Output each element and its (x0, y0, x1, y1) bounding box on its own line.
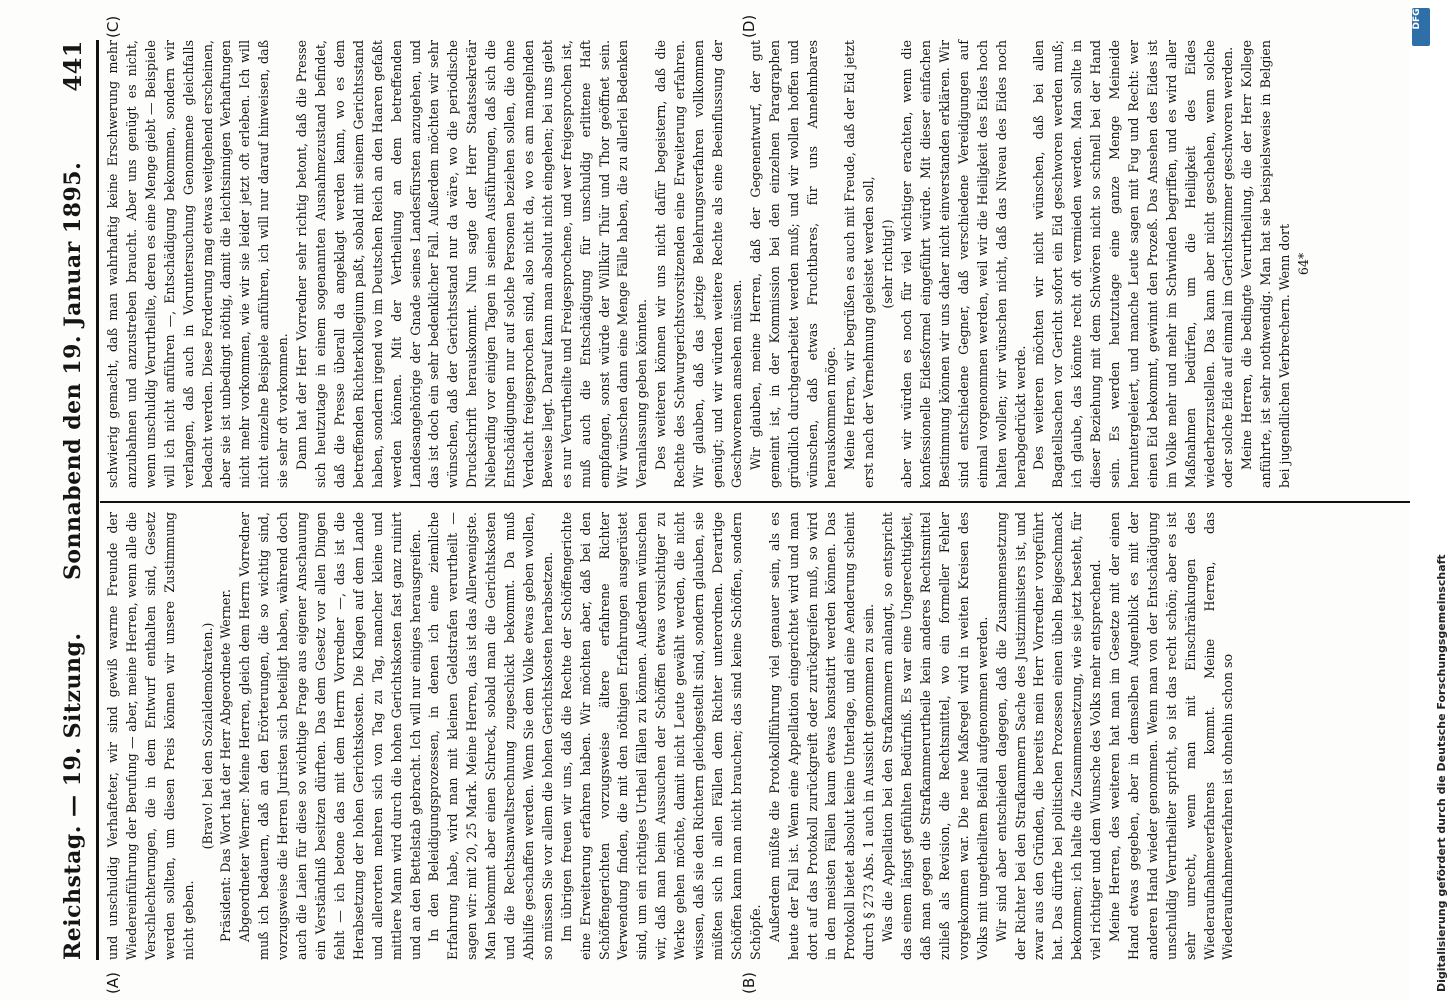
paragraph: Was die Appellation bei den Strafkammern anlangt, so entspricht das einem längst gefühlten Bedürfniß. Es war eine Ungerechtigkeit, daß man gegen die Strafkammerurtheile kein anderes Rechtsmittel zuließ als Revision, die Rechtsmittel, wo ein formeller Fehler vorgekommen war. Die neue Maßregel wird in weiten Kreisen des Volks mit ungetheiltem Beifall aufgenommen werden. (880, 512, 990, 960)
right-column (104, 40, 1314, 488)
paragraph: Wir glauben, meine Herren, daß der Gegenentwurf, der gut gemeint ist, in der Kommission bei den einzelnen Paragraphen gründlich durchgearbeitet werden muß; und wir wollen hoffen und wünschen, daß etwas Fruchtbares, für uns Annehmbares herauskommen möge. (747, 40, 839, 488)
column-divider (100, 501, 1430, 503)
paragraph: Meine Herren, des weiteren hat man im Gesetze mit der einen Hand etwas gegeben, aber in demselben Augenblick es mit der anderen Hand wieder genommen. Wenn man von der Entschädigung unschuldig Verurtheilter spricht, so ist das recht schön; aber es ist sehr unrecht, wenn man mit Einschränkungen des Wiederaufnahmeverfahrens kommt. Meine Herren, das Wiederaufnahmeverfahren ist ohnehin schon so (1107, 512, 1236, 960)
margin-mark-b: (B) (740, 972, 758, 994)
digitization-credit: Digitalisierung gefördert durch die Deutsche Forschungsgemeinschaft (1435, 554, 1448, 992)
paragraph: Meine Herren, die bedingte Verurtheilung, die der Herr Kollege anführte, ist sehr nothwendig. Man hat sie beispielsweise in Belgien bei jugendlichen Verbrechern. Wenn dort (1239, 40, 1293, 488)
paragraph: Des weiteren können wir uns nicht dafür begeistern, daß die Rechte des Schwurgerichtsvorsitzenden eine Erweiterung erfahren. Wir glauben, daß das jetzige Belehrungsverfahren vollkommen genügt; und wir würden weitere Rechte als eine Beeinflussung der Geschworenen ansehen müssen. (653, 40, 744, 488)
paragraph: Wir sind aber entschieden dagegen, daß die Zusammensetzung der Richter bei den Strafkammern Sache des Justizministers ist, und zwar aus den Gründen, die bereits mein Herr Vorredner vorgeführt hat. Das dürfte bei politischen Prozessen einen übeln Beigeschmack bekommen; ich halte die Zusammensetzung, wie sie jetzt besteht, für viel richtiger und dem Wunsche des Volks mehr entsprechend. (993, 512, 1104, 960)
paragraph: Im übrigen freuen wir uns, daß die Rechte der Schöffengerichte eine Erweiterung erfahren haben. Wir möchten aber, daß bei den Schöffengerichten vorzugsweise ältere erfahrene Richter Verwendung finden, die mit den nöthigen Erfahrungen ausgerüstet sind, um ein richtiges Urtheil fällen zu können. Außerdem wünschen wir, daß man beim Aussuchen der Schöffen etwas vorsichtiger zu Werke gehen möchte, damit nicht Leute gewählt werden, die nicht wissen, daß sie den Richtern gleichgestellt sind, sondern glauben, sie müßten sich in allen Fällen dem Richter unterordnen. Derartige Schöffen kann man nicht brauchen; das sind keine Schöffen, sondern Schöpfe. (558, 512, 763, 960)
dfg-logo-text: DFG (1412, 8, 1422, 30)
paragraph: schwierig gemacht, daß man wahrhaftig keine Erschwerung mehr anzubahnen und anzustreben braucht. Aber uns genügt es nicht, wenn unschuldig Verurtheilte, deren es eine Menge giebt — Beispiele will ich nicht anführen —, Entschädigung bekommen, sondern wir verlangen, daß auch in Voruntersuchung Genommene gleichfalls bedacht werden. Diese Forderung mag etwas weitgehend erscheinen, aber sie ist unbedingt nöthig, damit die leichtsinnigen Verhaftungen nicht mehr vorkommen, wie wir sie leider jetzt oft erleben. Ich will nicht einzelne Beispiele anführen, ich will nur darauf hinweisen, daß sie sehr oft vorkommen. (105, 40, 291, 488)
paragraph: aber wir würden es noch für viel wichtiger erachten, wenn die konfessionelle Eidesformel eingeführt würde. Mit dieser einfachen Bestimmung können wir uns daher nicht einverstanden erklären. Wir sind entschiedene Gegner, daß verschiedene Vereidigungen auf einmal vorgenommen werden, weil wir die Heiligkeit des Eides hoch halten wollen; wir wünschen nicht, daß das Niveau des Eides noch herabgedrückt werde. (899, 40, 1028, 488)
margin-mark-a: (A) (104, 972, 122, 994)
left-column (104, 512, 1238, 960)
page-header (52, 40, 92, 960)
header-date: Sonnabend den 19. Januar 1895. (60, 161, 86, 580)
speaker-paragraph: Abgeordneter Werner: Meine Herren, gleich dem Herrn Vorredner muß ich bedauern, daß an den Erörterungen, die so wichtig sind, vorzugsweise die Herren Juristen sich beteiligt haben, während doch auch die Laien für diese so wichtige Frage aus eigener Anschauung ein Verständniß besitzen dürften. Das dem Gesetz vor allen Dingen fehlt — ich betone das mit dem Herrn Vorredner —, das ist die Herabsetzung der hohen Gerichtskosten. Die Klagen auf dem Lande und allerorten mehren sich von Tag zu Tag, mancher kleine und mittlere Mann wird durch die hohen Gerichtskosten fast ganz ruinirt und an den Bettelstab gebracht. Ich will nur einiges herausgreifen. (237, 512, 423, 960)
page-number: 441 (58, 40, 87, 92)
paragraph: Dann hat der Herr Vorredner sehr richtig betont, daß die Presse sich heutzutage in einem sogenannten Ausnahmezustand befindet, daß die Presse überall da angeklagt werden kann, wo es dem betreffenden Richterkollegium paßt, sobald mit seinem Gerichtsstand haben, sondern irgend wo im Deutschen Reich an den Haaren gefaßt werden können. Mit der Vertheilung an dem betreffenden Landesangehörige der Gnade seines Landesfürsten anzugehen, und das ist doch ein sehr bedenklicher Fall. Außerdem möchten wir sehr wünschen, daß der Gerichtsstand nur da wäre, wo die periodische Druckschrift herauskommt. Nun sagte der Herr Staatssekretär Nieberding vor einigen Tagen in seinen Ausführungen, daß sich die Entschädigungen nur auf solche Personen beziehen sollen, die ohne Verdacht freigesprochen sind, also nicht da, wo es am mangelnden Beweise liegt. Darauf kann man absolut nicht eingehen; bei uns giebt es nur Verurtheilte und Freigesprochene, und wer freigesprochen ist, muß auch die Entschädigung für unschuldig erlittene Haft empfangen, sonst würde der Willkür Thür und Thor geöffnet sein. Wir wünschen dann eine Menge Fälle haben, die zu allerlei Bedenken Veranlassung geben könnten. (294, 40, 650, 488)
speaker-paragraph: Präsident: Das Wort hat der Herr Abgeordnete Werner. (218, 589, 234, 942)
margin-mark-c: (C) (104, 15, 122, 38)
credit-stripe (1410, 0, 1432, 1000)
margin-mark-d: (D) (740, 14, 758, 38)
paragraph: Des weiteren möchten wir nicht wünschen, daß bei allen Bagatellsachen vor Gericht sofort ein Eid geschworen werden muß; ich glaube, das könnte recht oft vermieden werden. Man sollte in dieser Beziehung mit dem Schwören nicht so schnell bei der Hand sein. Es werden heutzutage eine ganze Menge Meineide heruntergeleiert, und manche Leute sagen mit Fug und Recht: wer einen Eid bekommt, gewinnt den Prozeß. Das Ansehen des Eides ist im Volke mehr und mehr im Schwinden begriffen, und es wird aller Maßnahmen bedürfen, um die Heiligkeit des Eides wiederherzustellen. Das kann aber nicht geschehen, wenn solche oder solche Eide auf einmal im Gerichtszimmer geschworen werden. (1031, 40, 1236, 488)
signature-mark: 64* (1296, 252, 1312, 276)
paragraph: und unschuldig Verhafteter, wir sind gewiß warme Freunde der Wiedereinführung der Berufung — aber, meine Herren, wenn alle die Verschlechterungen, die in dem Entwurf enthalten sind, Gesetz werden sollten, um diesen Preis können wir unsere Zustimmung nicht geben. (105, 512, 196, 960)
header-left: Reichstag. — 19. Sitzung. (60, 632, 86, 960)
interjection: (Bravo! bei den Sozialdemokraten.) (199, 622, 215, 850)
paragraph: Meine Herren, wir begrüßen es auch mit Freude, daß der Eid jetzt erst nach der Vernehmung geleistet werden soll, (842, 40, 877, 488)
dfg-logo (1412, 8, 1430, 46)
paragraph: In den Beleidigungsprozessen, in denen ich eine ziemliche Erfahrung habe, wird man mit kleinen Geldstrafen verurtheilt — sagen wir: mit 20, 25 Mark. Meine Herren, das ist das Allerwenigste. Man bekommt aber einen Schreck, sobald man die Gerichtskosten und die Rechtsanwaltsrechnung zugeschickt bekommt. Da muß Abhilfe geschaffen werden. Wenn Sie dem Volke etwas geben wollen, so müssen Sie vor allem die hohen Gerichtskosten herabsetzen. (426, 512, 555, 960)
paragraph: Außerdem müßte die Protokollführung viel genauer sein, als es heute der Fall ist. Wenn eine Appellation eingerichtet wird und man dort auf das Protokoll zurückgreift oder zurückgreifen muß, so wird in den meisten Fällen kaum etwas konstatirt werden können. Das Protokoll bietet absolut keine Unterlage, und eine Aenderung scheint durch § 273 Abs. 1 auch in Aussicht genommen zu sein. (766, 512, 877, 960)
header-rule (96, 40, 99, 960)
interjection: (sehr richtig!) (880, 219, 896, 309)
